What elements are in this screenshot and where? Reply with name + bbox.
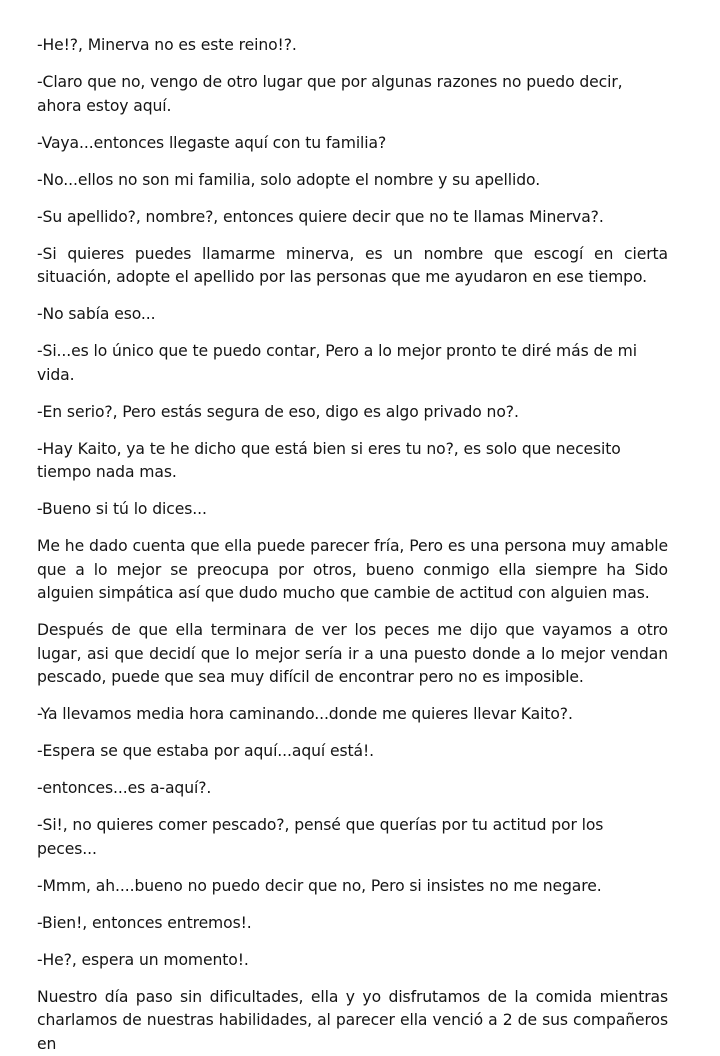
dialogue-line: -Vaya...entonces llegaste aquí con tu familia? (37, 132, 668, 156)
dialogue-line: -Mmm, ah....bueno no puedo decir que no, Pero si insistes no me negare. (37, 875, 668, 899)
dialogue-line: -Bien!, entonces entremos!. (37, 912, 668, 936)
dialogue-line: -Ya llevamos media hora caminando...donde me quieres llevar Kaito?. (37, 703, 668, 727)
dialogue-line: -Bueno si tú lo dices... (37, 498, 668, 522)
dialogue-line: -Espera se que estaba por aquí...aquí está!. (37, 740, 668, 764)
dialogue-line: -Su apellido?, nombre?, entonces quiere decir que no te llamas Minerva?. (37, 206, 668, 230)
dialogue-line: -Hay Kaito, ya te he dicho que está bien si eres tu no?, es solo que necesito tiempo nada mas. (37, 438, 668, 485)
dialogue-line: -Si!, no quieres comer pescado?, pensé que querías por tu actitud por los peces... (37, 814, 668, 861)
narrative-paragraph: Después de que ella terminara de ver los peces me dijo que vayamos a otro lugar, asi que decidí que lo mejor sería ir a una puesto donde a lo mejor vendan pescado, puede que sea muy difícil de encontrar pero no es imposible. (37, 619, 668, 690)
dialogue-line: -En serio?, Pero estás segura de eso, digo es algo privado no?. (37, 401, 668, 425)
dialogue-line: -Si...es lo único que te puedo contar, Pero a lo mejor pronto te diré más de mi vida. (37, 340, 668, 387)
dialogue-line: -No sabía eso... (37, 303, 668, 327)
dialogue-line: -entonces...es a-aquí?. (37, 777, 668, 801)
narrative-paragraph: Me he dado cuenta que ella puede parecer fría, Pero es una persona muy amable que a lo mejor se preocupa por otros, bueno conmigo ella siempre ha Sido alguien simpática así que dudo mucho que cambie de actitud con alguien mas. (37, 535, 668, 606)
dialogue-line: -Si quieres puedes llamarme minerva, es un nombre que escogí en cierta situación, adopte el apellido por las personas que me ayudaron en ese tiempo. (37, 243, 668, 290)
dialogue-line: -Claro que no, vengo de otro lugar que por algunas razones no puedo decir, ahora estoy aquí. (37, 71, 668, 118)
dialogue-line: -He!?, Minerva no es este reino!?. (37, 34, 668, 58)
narrative-paragraph: Nuestro día paso sin dificultades, ella y yo disfrutamos de la comida mientras charlamos de nuestras habilidades, al parecer ella venció a 2 de sus compañeros en (37, 986, 668, 1056)
dialogue-line: -He?, espera un momento!. (37, 949, 668, 973)
dialogue-line: -No...ellos no son mi familia, solo adopte el nombre y su apellido. (37, 169, 668, 193)
